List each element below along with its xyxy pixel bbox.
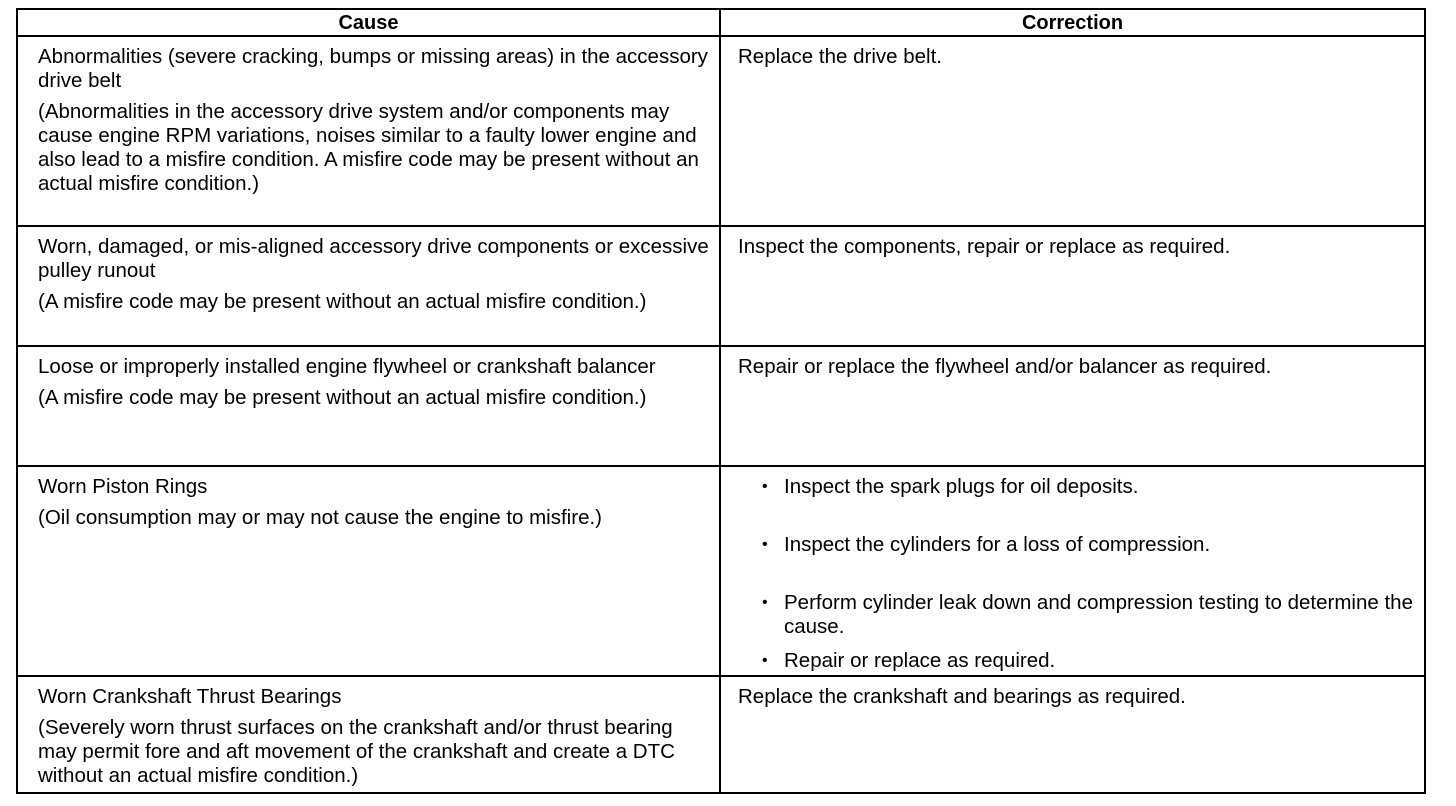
cause-note: (Abnormalities in the accessory drive system and/or components may cause engine RPM variations, noises similar to a faulty lower engine and also lead to a misfire condition. A misfire code may be present without an actual misfire condition.) xyxy=(38,100,699,195)
cause-cell xyxy=(17,36,720,226)
table-row xyxy=(17,676,1425,793)
cause-text: Worn Crankshaft Thrust Bearings xyxy=(38,685,342,708)
correction-text: Replace the drive belt. xyxy=(738,45,942,68)
cause-text: Worn Piston Rings xyxy=(38,475,208,498)
correction-cell xyxy=(720,36,1425,226)
bullet-text: Inspect the spark plugs for oil deposits. xyxy=(784,475,1139,498)
cause-note: (A misfire code may be present without an actual misfire condition.) xyxy=(38,386,647,409)
cause-cell xyxy=(17,676,720,793)
cause-cell xyxy=(17,226,720,346)
cause-cell xyxy=(17,466,720,676)
correction-text: Inspect the components, repair or replace as required. xyxy=(738,235,1231,258)
cause-text: Worn, damaged, or mis-aligned accessory drive components or excessive pulley runout xyxy=(38,235,709,282)
cause-text: Abnormalities (severe cracking, bumps or missing areas) in the accessory drive belt xyxy=(38,45,708,92)
bullet-icon: • xyxy=(762,652,768,669)
cause-cell xyxy=(17,346,720,466)
correction-cell xyxy=(720,226,1425,346)
cause-note: (Severely worn thrust surfaces on the crankshaft and/or thrust bearing may permit fore and aft movement of the crankshaft and create a DTC without an actual misfire condition.) xyxy=(38,716,675,787)
bullet-icon: • xyxy=(762,536,768,553)
bullet-text: Perform cylinder leak down and compression testing to determine the cause. xyxy=(784,591,1413,638)
table-row xyxy=(17,36,1425,226)
bullet-text: Inspect the cylinders for a loss of compression. xyxy=(784,533,1211,556)
header-correction: Correction xyxy=(720,9,1425,36)
cause-correction-table xyxy=(16,8,1426,794)
correction-text: Replace the crankshaft and bearings as required. xyxy=(738,685,1186,708)
correction-bullet-list xyxy=(738,475,1414,673)
header-cause: Cause xyxy=(17,9,720,36)
list-item xyxy=(762,649,1414,673)
list-item xyxy=(762,591,1414,639)
bullet-text: Repair or replace as required. xyxy=(784,649,1056,672)
bullet-icon: • xyxy=(762,594,768,611)
bullet-icon: • xyxy=(762,478,768,495)
cause-note: (A misfire code may be present without an actual misfire condition.) xyxy=(38,290,647,313)
correction-cell xyxy=(720,466,1425,676)
list-item xyxy=(762,533,1414,557)
correction-text: Repair or replace the flywheel and/or balancer as required. xyxy=(738,355,1272,378)
correction-cell xyxy=(720,676,1425,793)
cause-note: (Oil consumption may or may not cause the engine to misfire.) xyxy=(38,506,602,529)
cause-text: Loose or improperly installed engine flywheel or crankshaft balancer xyxy=(38,355,656,378)
table-row xyxy=(17,466,1425,676)
header-row xyxy=(17,9,1425,36)
table-row xyxy=(17,226,1425,346)
table-row xyxy=(17,346,1425,466)
correction-cell xyxy=(720,346,1425,466)
list-item xyxy=(762,475,1414,499)
